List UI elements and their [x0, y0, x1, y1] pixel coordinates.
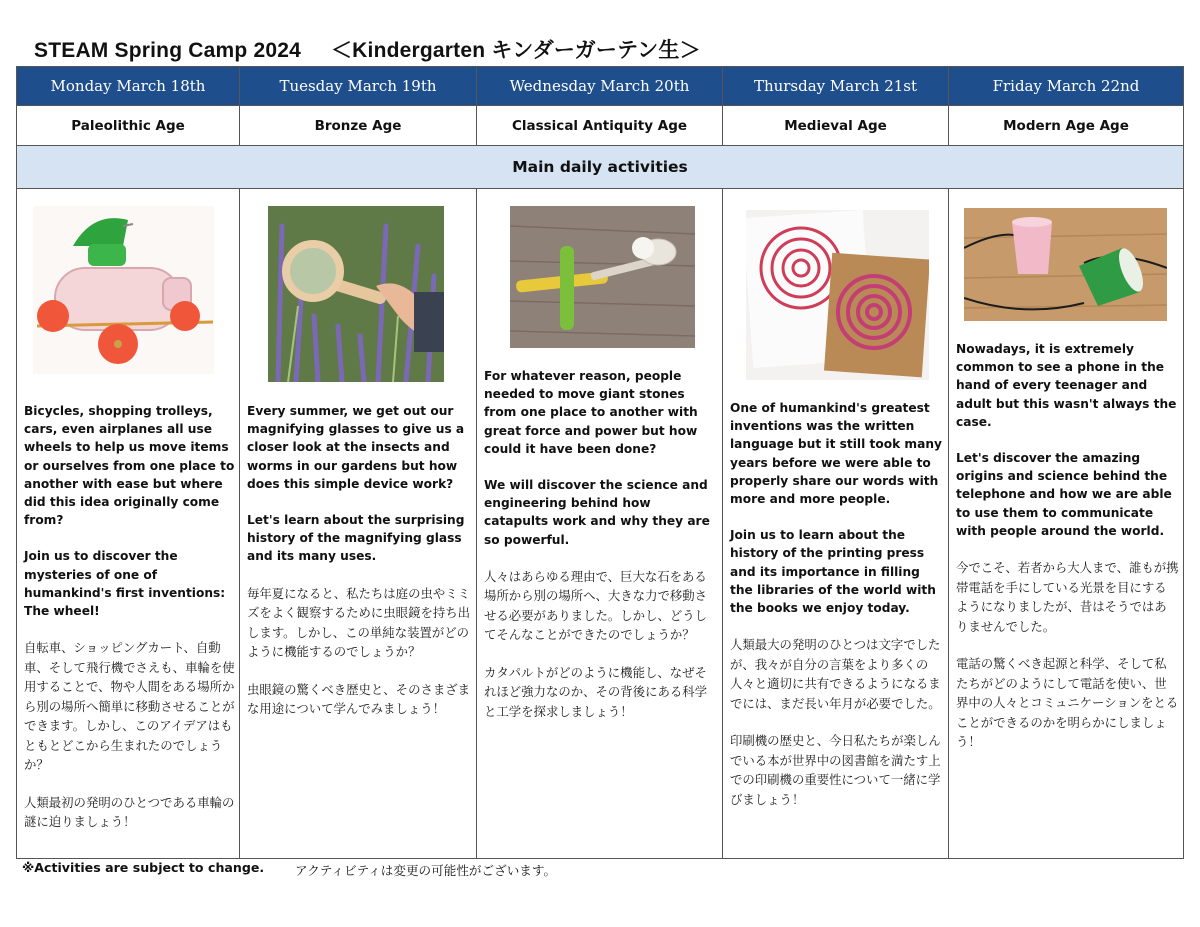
description-jp: 自転車、ショッピングカート、自動車、そして飛行機でさえも、車輪を使用することで、物や人間をある場所から別の場所へ簡単に移動させることができます。しかし、このアイデアはもともとどこから生まれたのでしょうか？	[24, 640, 235, 773]
description-jp: 人類最大の発明のひとつは文字でしたが、我々が自分の言葉をより多くの人々と適切に共有できるようになるまでには、まだ長い年月が必要でした。	[730, 637, 941, 711]
invitation-en: Let's learn about the surprising history of the magnifying glass and its many uses.	[247, 513, 465, 564]
description-en: Bicycles, shopping trolleys, cars, even airplanes all use wheels to help us move items or ourselves from one place to another with ease but where did this idea originally come from?	[24, 404, 235, 528]
activity-text-tuesday	[247, 402, 472, 737]
day-header-friday: Friday March 22nd	[949, 67, 1184, 106]
description-en: For whatever reason, people needed to move giant stones from one place to another with great force and power but how could it have been done?	[484, 369, 698, 456]
description-en: One of humankind's greatest inventions was the written language but it still took many years before we were able to properly share our words with more and more people.	[730, 401, 942, 507]
activity-cell-tuesday	[240, 189, 477, 859]
spiral-print-icon	[746, 210, 929, 380]
activities-row	[17, 189, 1184, 859]
day-header-tuesday: Tuesday March 19th	[240, 67, 477, 106]
age-label-tuesday: Bronze Age	[240, 106, 477, 146]
description-jp: 人々はあらゆる理由で、巨大な石をある場所から別の場所へ、大きな力で移動させる必要がありました。しかし、どうしてそんなことができたのでしょうか？	[484, 568, 708, 643]
day-header-wednesday: Wednesday March 20th	[477, 67, 723, 106]
activity-text-wednesday	[484, 367, 718, 739]
age-label-monday: Paleolithic Age	[17, 106, 240, 146]
catapult-icon	[510, 206, 695, 348]
activity-cell-monday	[17, 189, 240, 859]
age-row	[17, 106, 1184, 146]
invitation-jp: 電話の驚くべき起源と科学、そして私たちがどのようにして電話を使い、世界中の人々とコミュニケーションをとることができるのかを明らかにしましょう！	[956, 656, 1179, 750]
day-header-row	[17, 67, 1184, 106]
description-jp: 毎年夏になると、私たちは庭の虫やミミズをよく観察するために虫眼鏡を持ち出します。しかし、この単純な装置がどのように機能するのでしょうか？	[247, 585, 471, 660]
main-activities-band	[17, 146, 1184, 189]
invitation-en: Join us to discover the mysteries of one of humankind's first inventions: The wheel!	[24, 549, 226, 619]
camp-title: STEAM Spring Camp 2024	[34, 39, 301, 62]
invitation-en: Join us to learn about the history of the printing press and its importance in filling the libraries of the world with the books we enjoy today.	[730, 528, 936, 616]
description-en: Nowadays, it is extremely common to see a phone in the hand of every teenager and adult but this wasn't always the case.	[956, 342, 1177, 429]
invitation-en: We will discover the science and engineering behind how catapults work and why they are so powerful.	[484, 478, 710, 547]
invitation-jp: カタパルトがどのように機能し、なぜそれほど強力なのか、その背後にある科学と工学を探求しましょう！	[484, 664, 708, 719]
main-activities-label: Main daily activities	[17, 146, 1184, 189]
activity-cell-friday	[949, 189, 1184, 859]
description-jp: 今でこそ、若者から大人まで、誰もが携帯電話を手にしている光景を目にするようになりましたが、昔はそうではありませんでした。	[956, 560, 1179, 634]
page-title	[34, 34, 701, 64]
age-label-wednesday: Classical Antiquity Age	[477, 106, 723, 146]
day-header-monday: Monday March 18th	[17, 67, 240, 106]
magnifying-glass-icon	[268, 206, 444, 382]
invitation-jp: 人類最初の発明のひとつである車輪の謎に迫りましょう！	[24, 794, 235, 830]
footer-note-en: ※Activities are subject to change.	[22, 860, 265, 875]
activity-text-thursday	[730, 399, 944, 827]
invitation-jp: 虫眼鏡の驚くべき歴史と、そのさまざまな用途について学んでみましょう！	[247, 681, 471, 717]
activity-text-friday	[956, 340, 1179, 770]
schedule-table	[16, 66, 1184, 859]
camp-subtitle: ＜Kindergarten キンダーガーテン生＞	[330, 39, 701, 62]
activity-cell-thursday	[723, 189, 949, 859]
activity-text-monday	[24, 402, 235, 850]
cup-telephone-icon	[964, 208, 1167, 321]
footer-note-jp: アクティビティは変更の可能性がございます。	[295, 863, 557, 878]
invitation-en: Let's discover the amazing origins and science behind the telephone and how we are able to use them to communicate with people around the world.	[956, 451, 1172, 538]
age-label-thursday: Medieval Age	[723, 106, 949, 146]
footer-note	[22, 860, 557, 878]
description-en: Every summer, we get out our magnifying glasses to give us a closer look at the insects and worms in our gardens but how does this simple device work?	[247, 404, 465, 491]
day-header-thursday: Thursday March 21st	[723, 67, 949, 106]
toy-car-icon	[33, 206, 214, 374]
age-label-friday: Modern Age Age	[949, 106, 1184, 146]
activity-cell-wednesday	[477, 189, 723, 859]
invitation-jp: 印刷機の歴史と、今日私たちが楽しんでいる本が世界中の図書館を満たす上での印刷機の重要性について一緒に学びましょう！	[730, 733, 941, 807]
